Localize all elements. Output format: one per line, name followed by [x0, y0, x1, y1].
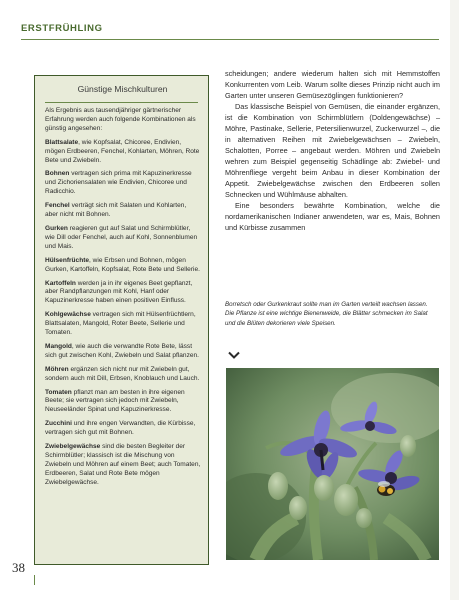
page-number: 38: [12, 560, 25, 575]
box-entry: Kartoffeln werden ja in ihr eigenes Beet gepflanzt, aber Randpflanzungen mit Kohl, Hanf oder Kapuzinerkresse haben einen positiven Einfluss.: [45, 279, 193, 305]
box-entry: Zwiebelgewächse sind die besten Begleiter der Schirmblütler; klassisch ist die Mischung von Zwiebeln und Möhren auf einem Beet; auch Tomaten, Erdbeeren, Salat und Rote Bete mögen Zwiebelgewächse.: [45, 443, 201, 486]
page-number-rule: [34, 575, 35, 585]
box-entry: Hülsenfrüchte, wie Erbsen und Bohnen, mögen Gurken, Kartoffeln, Kopfsalat, Rote Bete und Sellerie.: [45, 256, 200, 273]
section-header-label: ERSTFRÜHLING: [21, 23, 103, 34]
box-entry: Kohlgewächse vertragen sich mit Hülsenfrüchtlern, Blattsalaten, Mangold, Roter Beete, Sellerie und Tomaten.: [45, 311, 196, 337]
body-column: [225, 68, 440, 233]
body-paragraph: Eine besonders bewährte Kombination, welche die nordamerikanischen Indianer anwendeten, war es, Mais, Bohnen und Kürbisse zusammen: [225, 201, 440, 232]
box-entry: Blattsalate, wie Kopfsalat, Chicoree, Endivien, mögen Erdbeeren, Fenchel, Kohlarten, Möhren, Rote Bete und Zwiebeln.: [45, 138, 200, 164]
borage-photo: [226, 368, 439, 560]
box-entry: Möhren ergänzen sich nicht nur mit Zwiebeln gut, sondern auch mit Dill, Erbsen, Knoblauch und Lauch.: [45, 365, 200, 382]
box-entry: Bohnen vertragen sich prima mit Kapuzinerkresse und Zichoriensalaten wie Endivien, Chicoree und Radicchio.: [45, 170, 192, 196]
box-entry: Mangold, wie auch die verwandte Rote Bete, lässt sich gut zwischen Kohl, Zwiebeln und Salat pflanzen.: [45, 342, 199, 359]
box-title: Günstige Mischkulturen: [77, 84, 168, 94]
box-entry: Tomaten pflanzt man am besten in ihre eigenen Beete; sie vertragen sich jedoch mit Zwiebeln, Neuseeländer Spinat und Kapuzinerkresse.: [45, 388, 185, 414]
body-paragraph: Das klassische Beispiel von Gemüsen, die einander ergänzen, ist die Kombination von Schirmblütlern (Doldengewächse) – Möhre, Pastinake, Sellerie, Petersilienwurzel, Zuckerwurzel –, die in alternativen Reihen mit Zwiebelgewächsen – Zwiebeln, Schalotten, Porree – angebaut werden. Möhren und Zwiebeln wehren zum Beispiel gegenseitig Schädlinge ab: Zwiebel- und Möhrenfliege vergeht beim Anbau in dieser Kombination der Appetit. Zwiebelgewächse zwischen den Erdbeeren sollen Schnecken und Wühlmäuse abhalten.: [225, 102, 440, 199]
header-divider: [21, 39, 439, 40]
box-intro: Als Ergebnis aus tausendjähriger gärtnerischer Erfahrung werden auch folgende Kombinationen als günstig angesehen:: [45, 107, 196, 132]
box-entry: Fenchel verträgt sich mit Salaten und Kohlarten, aber nicht mit Bohnen.: [45, 202, 187, 219]
page-edge: [450, 0, 459, 600]
box-title-divider: [45, 102, 198, 103]
box-entry: Gurken reagieren gut auf Salat und Schirmblütler, wie Dill oder Fenchel, auch auf Kohl, Sonnenblumen und Mais.: [45, 224, 198, 250]
photo-caption: Borretsch oder Gurkenkraut sollte man im Garten verteilt wachsen lassen. Die Pflanze ist eine wichtige Bienenweide, die Blätter schmecken im Salat und die Blüten dekorieren viele Speisen.: [225, 301, 428, 327]
box-entry: Zucchini und ihre engen Verwandten, die Kürbisse, vertragen sich gut mit Bohnen.: [45, 420, 196, 437]
body-paragraph: scheidungen; andere wiederum halten sich mit Hemmstoffen Konkurrenten vom Leib. Warum sollte dieses Prinzip nicht auch im Garten unter unseren Gemüsezöglingen funktionieren?: [225, 69, 440, 100]
box-content: [45, 107, 201, 493]
chevron-down-icon: [228, 351, 240, 359]
mixed-culture-box: [34, 75, 209, 565]
